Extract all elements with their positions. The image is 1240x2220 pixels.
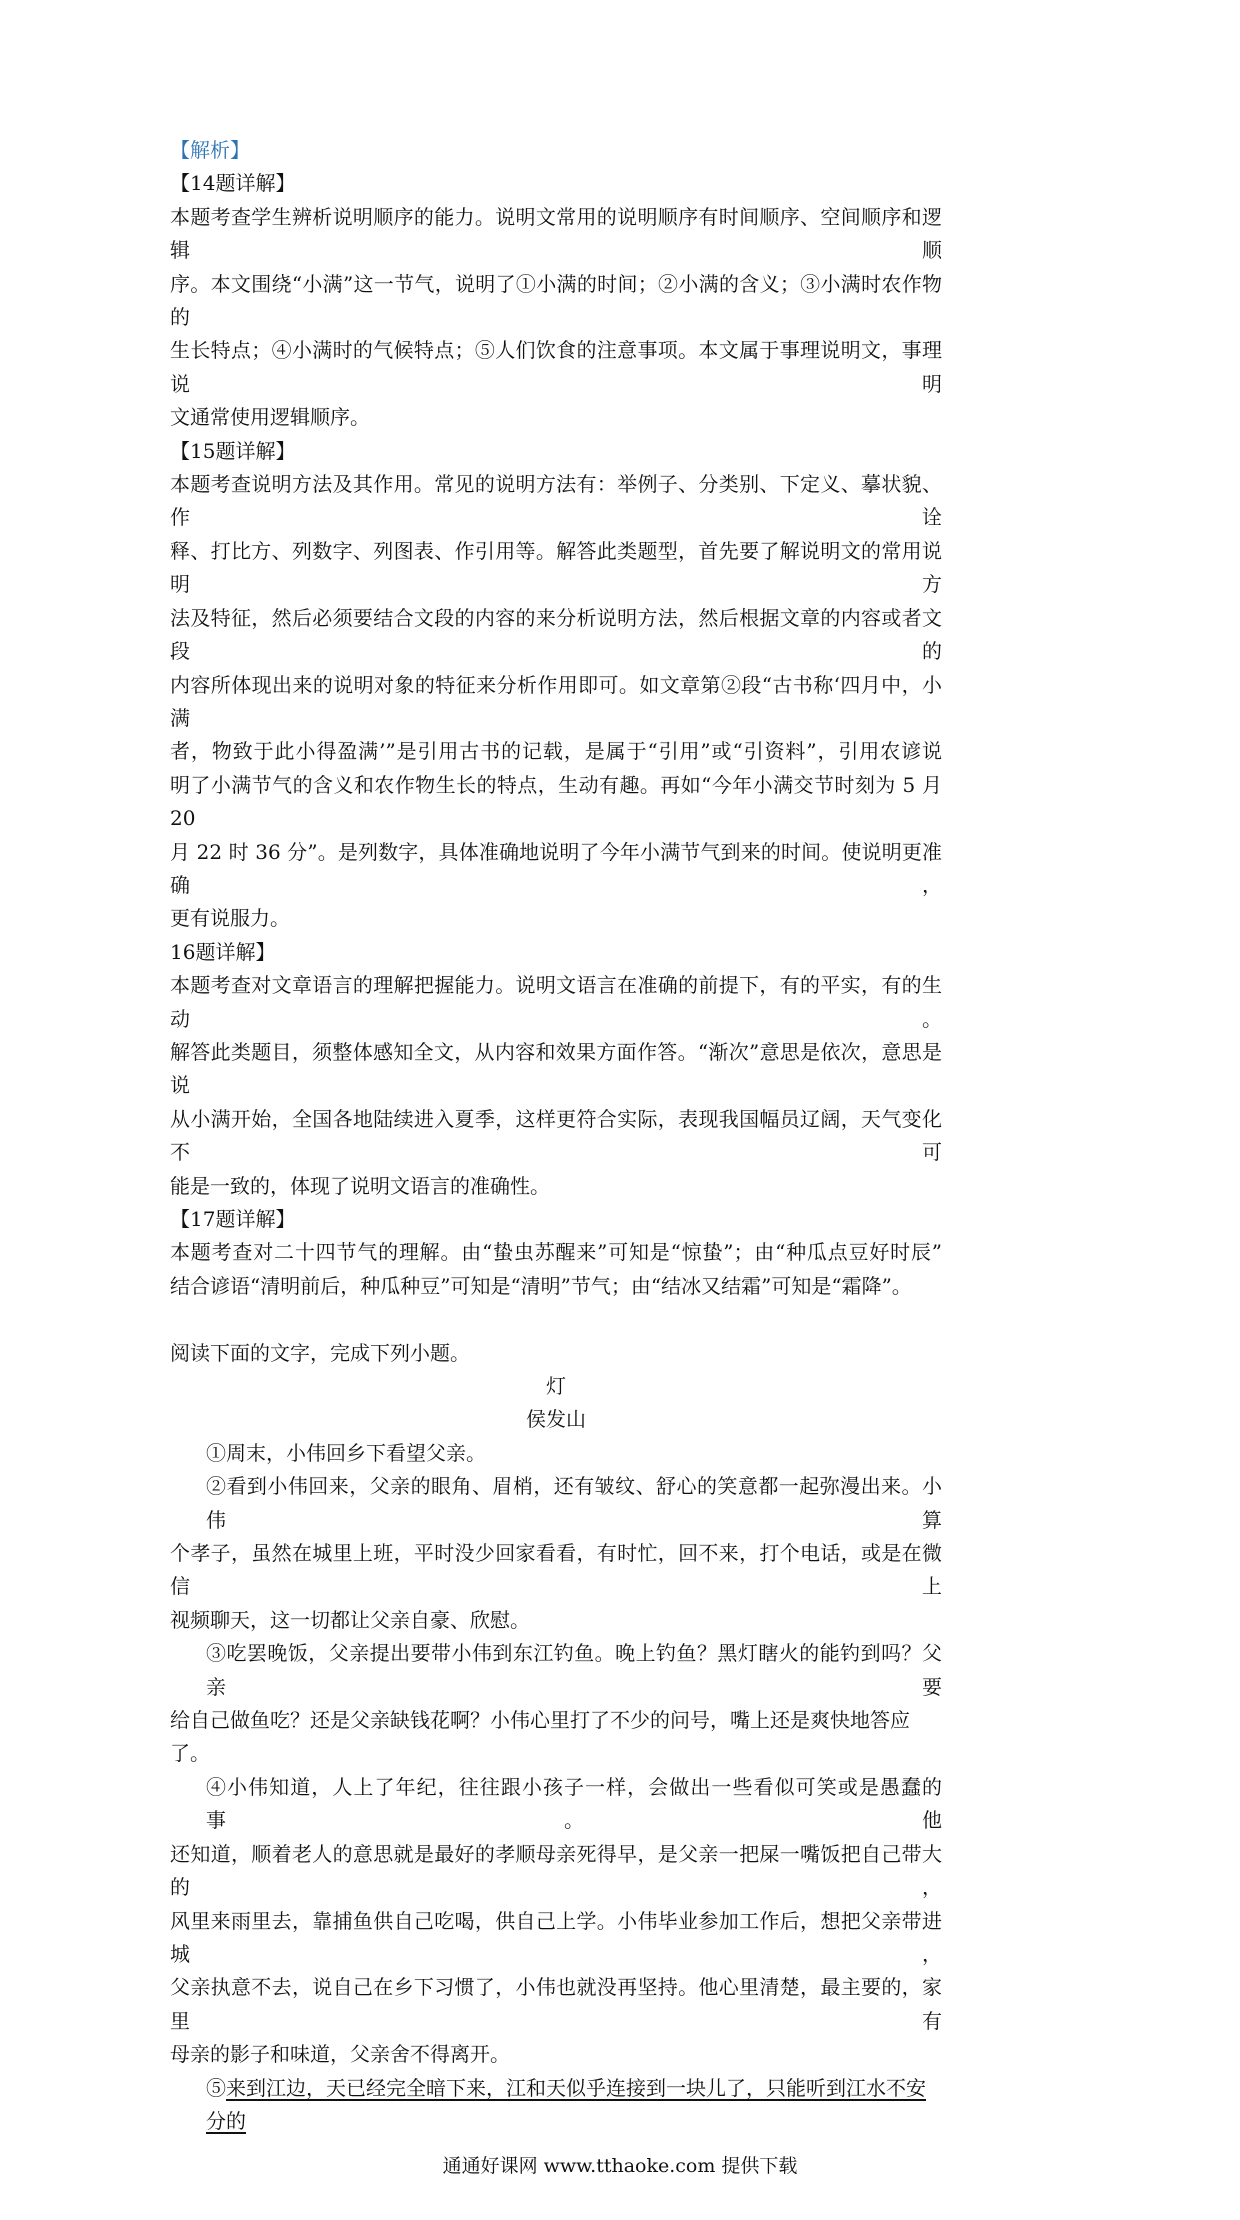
paragraph-line: 给自己做鱼吃？还是父亲缺钱花啊？小伟心里打了不少的问号，嘴上还是爽快地答应了。: [170, 1708, 910, 1766]
paragraph-line: 父亲执意不去，说自己在乡下习惯了，小伟也就没再坚持。他心里清楚，最主要的，家里有: [170, 1975, 942, 2033]
section-heading: 16题详解】: [170, 939, 276, 964]
paragraph-line: ④小伟知道，人上了年纪，往往跟小孩子一样，会做出一些看似可笑或是愚蠢的事。他: [206, 1774, 942, 1833]
answer-explanations: [170, 167, 942, 1303]
document-body: [170, 0, 942, 2138]
paragraph-line: ②看到小伟回来，父亲的眼角、眉梢，还有皱纹、舒心的笑意都一起弥漫出来。小伟算: [206, 1474, 942, 1532]
paragraph-line: ③吃罢晚饭，父亲提出要带小伟到东江钓鱼。晚上钓鱼？黑灯瞎火的能钓到吗？父亲要: [206, 1641, 942, 1699]
text-line: 者，物致于此小得盈满’”是引用古书的记载，是属于“引用”或“引资料”，引用农谚说: [170, 739, 942, 764]
text-line: 内容所体现出来的说明对象的特征来分析作用即可。如文章第②段“古书称‘四月中，小满: [170, 672, 942, 730]
text-line: 明了小满节气的含义和农作物生长的特点，生动有趣。再如“今年小满交节时刻为 5 月 20: [170, 772, 942, 831]
text-line: 生长特点；④小满时的气候特点；⑤人们饮食的注意事项。本文属于事理说明文，事理说明: [170, 338, 942, 396]
text-line: 文通常使用逻辑顺序。: [170, 405, 370, 430]
paragraph-line: 个孝子，虽然在城里上班，平时没少回家看看，有时忙，回不来，打个电话，或是在微信上: [170, 1541, 942, 1599]
paragraph-line: 风里来雨里去，靠捕鱼供自己吃喝，供自己上学。小伟毕业参加工作后，想把父亲带进城，: [170, 1908, 942, 1966]
text-line: 能是一致的，体现了说明文语言的准确性。: [170, 1173, 550, 1198]
blank-line: [170, 1303, 942, 1336]
passage-body: [170, 1437, 942, 2139]
text-line: 本题考查说明方法及其作用。常见的说明方法有：举例子、分类别、下定义、摹状貌、作诠: [170, 472, 942, 530]
text-line: 本题考查对文章语言的理解把握能力。说明文语言在准确的前提下，有的平实，有的生动。: [170, 973, 942, 1031]
text-line: 本题考查学生辨析说明顺序的能力。说明文常用的说明顺序有时间顺序、空间顺序和逻辑顺: [170, 204, 942, 263]
text-line: 从小满开始，全国各地陆续进入夏季，这样更符合实际，表现我国幅员辽阔，天气变化不可: [170, 1106, 942, 1165]
text-line: 释、打比方、列数字、列图表、作引用等。解答此类题型，首先要了解说明文的常用说明方: [170, 538, 942, 597]
paragraph-line: 视频聊天，这一切都让父亲自豪、欣慰。: [170, 1607, 530, 1632]
text-line: 本题考查对二十四节气的理解。由“蛰虫苏醒来”可知是“惊蛰”；由“种瓜点豆好时辰”: [170, 1240, 942, 1265]
section-heading: 【14题详解】: [170, 171, 296, 196]
text-line: 月 22 时 36 分”。是列数字，具体准确地说明了今年小满节气到来的时间。使说明更准确，: [170, 839, 942, 897]
analysis-heading: 【解析】: [170, 138, 250, 162]
passage-title: 灯: [546, 1374, 566, 1399]
text-line: 解答此类题目，须整体感知全文，从内容和效果方面作答。“渐次”意思是依次，意思是说: [170, 1039, 942, 1098]
paragraph-number: ⑤: [206, 2075, 226, 2100]
paragraph-line: ①周末，小伟回乡下看望父亲。: [206, 1440, 486, 1465]
section-heading: 【17题详解】: [170, 1207, 296, 1231]
text-line: 更有说服力。: [170, 906, 290, 931]
text-line: 序。本文围绕“小满”这一节气，说明了①小满的时间；②小满的含义；③小满时农作物的: [170, 271, 942, 330]
passage-instruction: 阅读下面的文字，完成下列小题。: [170, 1340, 470, 1365]
paragraph-line: 还知道，顺着老人的意思就是最好的孝顺母亲死得早，是父亲一把屎一嘴饭把自己带大的，: [170, 1841, 942, 1900]
text-line: 法及特征，然后必须要结合文段的内容的来分析说明方法，然后根据文章的内容或者文段的: [170, 605, 942, 664]
section-heading: 【15题详解】: [170, 438, 296, 463]
paragraph-line: [170, 2072, 942, 2139]
paragraph-line: 母亲的影子和味道，父亲舍不得离开。: [170, 2042, 510, 2067]
footer-watermark: 通通好课网 www.tthaoke.com 提供下载: [442, 2155, 798, 2178]
text-line: 结合谚语“清明前后，种瓜种豆”可知是“清明”节气；由“结冰又结霜”可知是“霜降”。: [170, 1273, 912, 1298]
underlined-sentence: 来到江边，天已经完全暗下来，江和天似乎连接到一块儿了，只能听到江水不安分的: [206, 2075, 926, 2133]
passage-author: 侯发山: [526, 1407, 586, 1432]
